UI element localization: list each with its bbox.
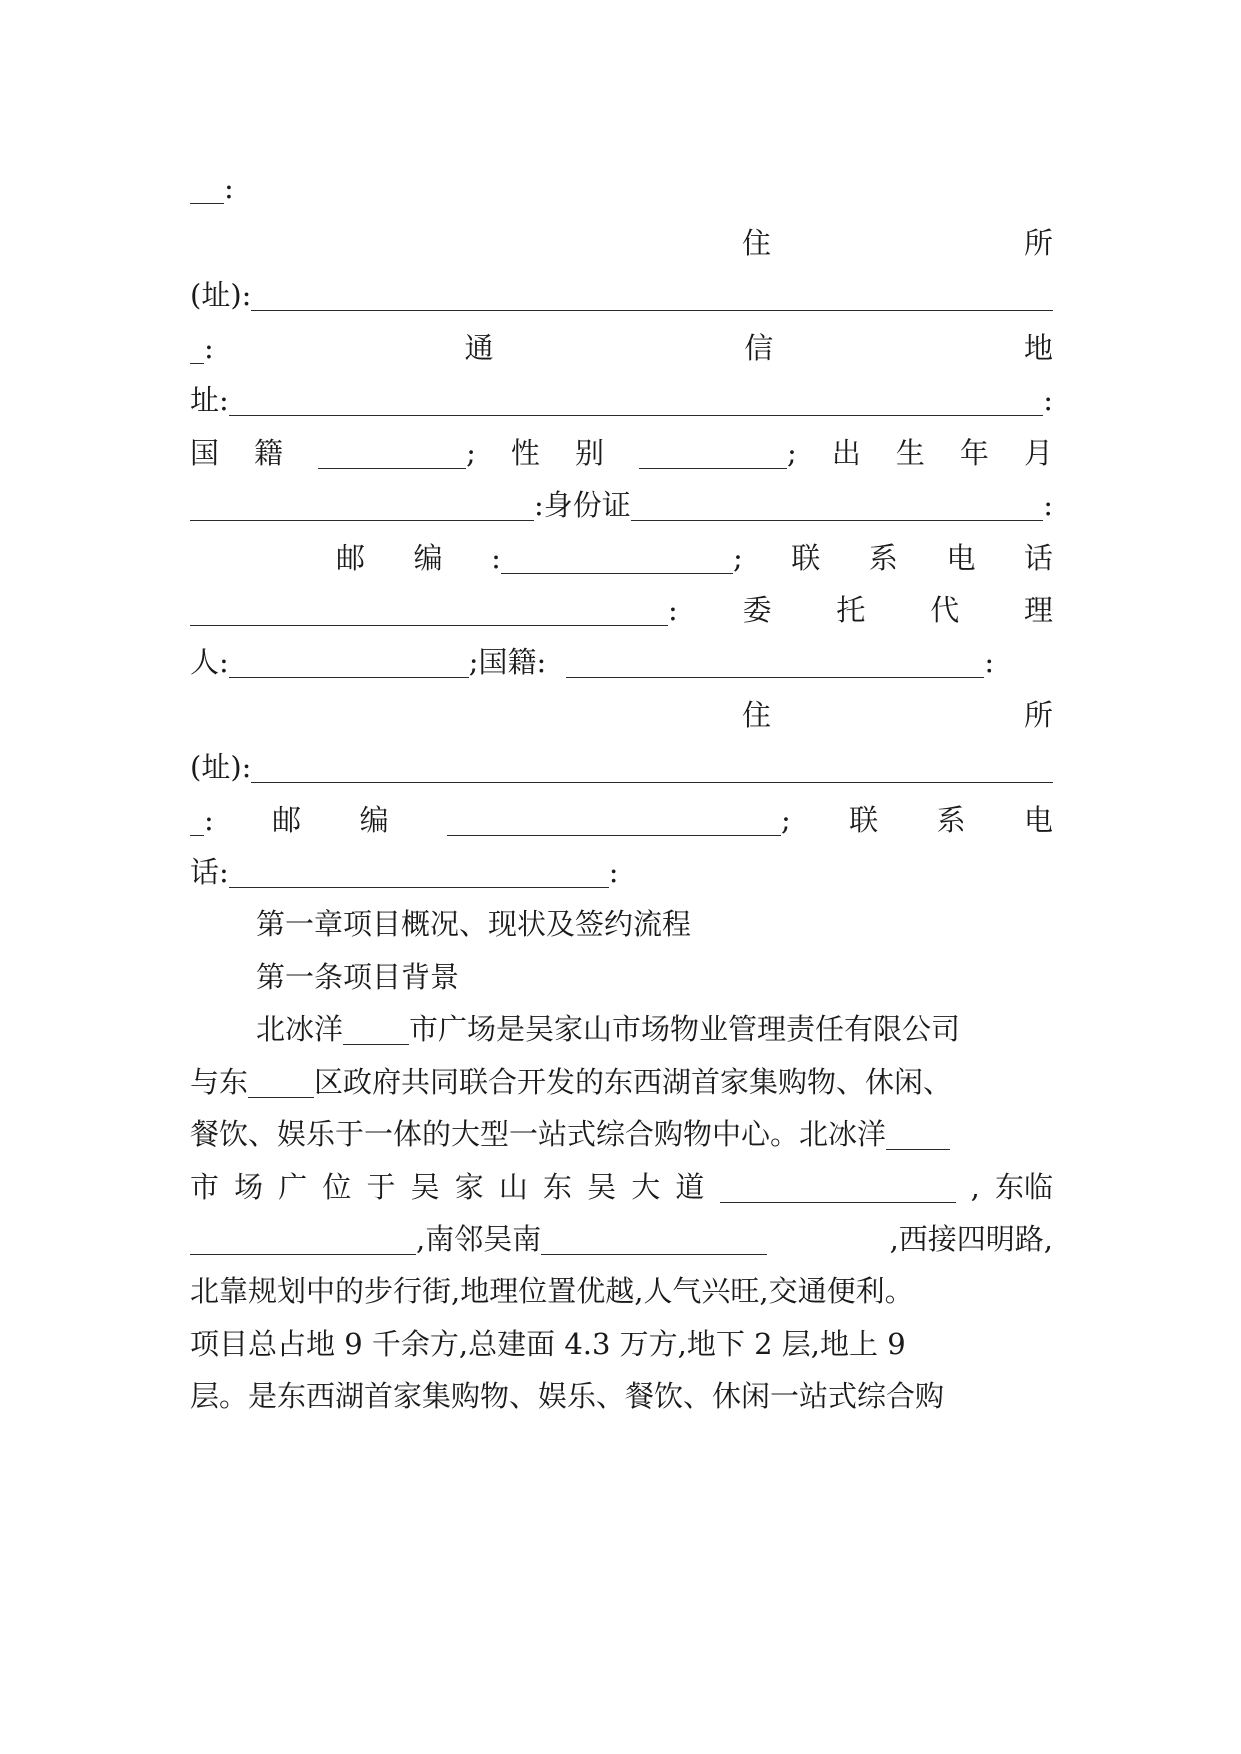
blank-field (566, 647, 984, 678)
blank-field (190, 333, 204, 364)
paragraph-line (190, 1056, 1053, 1108)
char: 生 (895, 436, 925, 470)
colon: : (204, 331, 214, 365)
line-2 (190, 217, 1053, 269)
nationality-label: ;国籍: (468, 645, 547, 679)
char: 托 (836, 593, 866, 627)
char: 邮 (272, 803, 302, 837)
paragraph-line (190, 1108, 1053, 1160)
semicolon: ; (780, 803, 791, 837)
paragraph-line (190, 1003, 1053, 1055)
char: 编 (359, 803, 389, 837)
blank-field (190, 490, 534, 521)
article-heading: 第一条项目背景 (256, 960, 460, 994)
chapter-heading: 第一章项目概况、现状及签约流程 (256, 907, 692, 941)
char: 于 (366, 1170, 396, 1204)
blank-field (501, 543, 733, 574)
char: 电 (1023, 803, 1053, 837)
char: 籍 (254, 436, 284, 470)
char: 所 (1023, 226, 1053, 260)
blank-field (229, 857, 609, 888)
line-1 (190, 162, 1053, 214)
text-run: 与东 (190, 1065, 249, 1099)
line-5 (190, 374, 1053, 426)
line-6 (190, 427, 1053, 479)
blank-field (229, 385, 1043, 416)
blank-field (190, 173, 224, 204)
char: 信 (744, 331, 774, 365)
address-label: (址): (190, 750, 252, 784)
blank-field (190, 595, 668, 626)
blank-field (190, 805, 204, 836)
char: 广 (278, 1170, 308, 1204)
char: 通 (464, 331, 494, 365)
text-run: 东临 (994, 1170, 1053, 1204)
blank-field (541, 1224, 767, 1255)
char: 住 (742, 226, 772, 260)
blank-field (886, 1119, 950, 1150)
semicolon: ; (466, 436, 476, 470)
comma: , (970, 1170, 980, 1204)
blank-field (190, 1224, 416, 1255)
char: 山 (498, 1170, 528, 1204)
colon: : (204, 803, 214, 837)
char: 国 (190, 436, 220, 470)
paragraph-line: 北靠规划中的步行街,地理位置优越,人气兴旺,交通便利。 (190, 1274, 914, 1308)
line-13 (190, 794, 1053, 846)
id-card-label: :身份证 (534, 488, 631, 522)
text-run: ,南邻吴南 (416, 1222, 542, 1256)
paragraph-line: 层。是东西湖首家集购物、娱乐、餐饮、休闲一站式综合购 (190, 1379, 945, 1413)
char: 月 (1023, 436, 1053, 470)
colon: : (1043, 488, 1053, 522)
colon: : (608, 855, 619, 889)
text-run: ,西接四明路, (889, 1222, 1053, 1256)
char: 地 (1023, 331, 1053, 365)
colon: : (224, 171, 234, 205)
char: 邮 (336, 541, 366, 575)
paragraph-line: 项目总占地 9 千余方,总建面 4.3 万方,地下 2 层,地上 9 (190, 1327, 906, 1361)
blank-field (720, 1172, 956, 1203)
line-3 (190, 269, 1053, 321)
mailing-address-label: 址: (190, 383, 229, 417)
char: 联 (791, 541, 821, 575)
blank-field (251, 280, 1053, 311)
char: 联 (849, 803, 879, 837)
paragraph-line (190, 1161, 1053, 1213)
blank-field (343, 1014, 409, 1045)
blank-field (229, 647, 469, 678)
semicolon: ; (787, 436, 797, 470)
char: 大 (631, 1170, 661, 1204)
char: 市 (190, 1170, 220, 1204)
char: 电 (946, 541, 976, 575)
line-11 (190, 689, 1053, 741)
char: 理 (1024, 593, 1054, 627)
line-9 (190, 584, 1053, 636)
address-label: (址): (190, 278, 252, 312)
char: 场 (234, 1170, 264, 1204)
blank-field (447, 805, 781, 836)
blank-field (639, 438, 787, 469)
text-run: 北冰洋 (256, 1012, 344, 1046)
char: 东 (543, 1170, 573, 1204)
paragraph-line (190, 1213, 1053, 1265)
char: 年 (959, 436, 989, 470)
text-run: 区政府共同联合开发的东西湖首家集购物、休闲、 (314, 1065, 953, 1099)
line-12 (190, 741, 1053, 793)
blank-field (248, 1067, 314, 1098)
line-8 (190, 532, 1053, 584)
line-7 (190, 479, 1053, 531)
char: 家 (454, 1170, 484, 1204)
colon: : (1043, 383, 1053, 417)
line-14 (190, 846, 1053, 898)
char: 吴 (410, 1170, 440, 1204)
char: 道 (675, 1170, 705, 1204)
blank-field (318, 438, 466, 469)
colon: : (984, 645, 995, 679)
agent-label: 人: (190, 645, 229, 679)
char: 代 (930, 593, 960, 627)
char: 话 (1024, 541, 1054, 575)
char: 性 (510, 436, 540, 470)
char: 别 (574, 436, 604, 470)
char: 委 (742, 593, 772, 627)
char: 所 (1023, 698, 1053, 732)
char: 住 (742, 698, 772, 732)
char: 系 (868, 541, 898, 575)
char: 出 (831, 436, 861, 470)
colon: : (668, 593, 678, 627)
text-run: 市广场是吴家山市场物业管理责任有限公司 (409, 1012, 961, 1046)
char: 编 (413, 541, 443, 575)
line-10 (190, 636, 1053, 688)
text-run: 餐饮、娱乐于一体的大型一站式综合购物中心。北冰洋 (190, 1117, 887, 1151)
blank-field (251, 752, 1053, 783)
semicolon: ; (732, 541, 743, 575)
char: 位 (322, 1170, 352, 1204)
line-4 (190, 322, 1053, 374)
blank-field (631, 490, 1043, 521)
char: 吴 (587, 1170, 617, 1204)
phone-label: 话: (190, 855, 229, 889)
char: 系 (936, 803, 966, 837)
colon: : (491, 541, 501, 575)
